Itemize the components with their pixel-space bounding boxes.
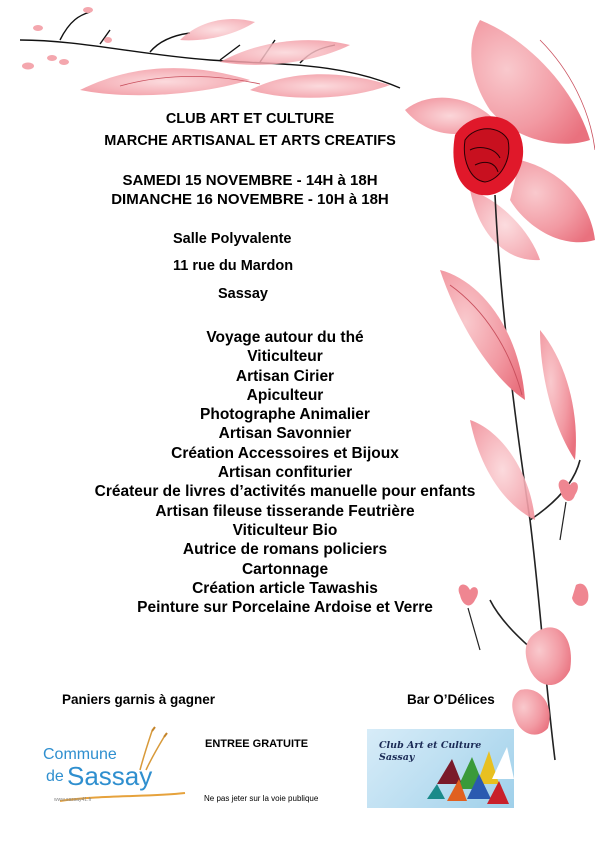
exhibitor-item: Artisan confiturier	[217, 464, 353, 482]
exhibitor-item: Photographe Animalier	[200, 406, 370, 424]
prize-text: Paniers garnis à gagner	[62, 692, 216, 707]
exhibitor-item: Cartonnage	[241, 560, 329, 578]
paper-cranes-icon	[367, 729, 514, 808]
entry-free: ENTREE GRATUITE	[205, 738, 309, 750]
commune-logo	[40, 725, 190, 810]
venue-hall: Salle Polyvalente	[173, 231, 292, 247]
exhibitor-item: Autrice de romans policiers	[182, 541, 388, 559]
date-saturday: SAMEDI 15 NOVEMBRE - 14H à 18H	[122, 172, 378, 189]
venue-street: 11 rue du Mardon	[173, 258, 294, 274]
club-logo-line2: Sassay	[379, 752, 415, 763]
exhibitor-item: Artisan Savonnier	[218, 425, 352, 443]
title-club: CLUB ART ET CULTURE	[165, 111, 335, 127]
bar-text: Bar O’Délices	[407, 692, 495, 707]
exhibitor-item: Création article Tawashis	[192, 579, 378, 597]
commune-word-1: Commune	[43, 746, 117, 763]
exhibitor-item: Création Accessoires et Bijoux	[171, 444, 399, 462]
top-branch-buds	[22, 7, 112, 70]
exhibitor-item: Créateur de livres d’activités manuelle pour enfants	[94, 483, 476, 501]
litter-notice: Ne pas jeter sur la voie publique	[204, 794, 319, 803]
exhibitor-item: Artisan fileuse tisserande Feutrière	[155, 502, 415, 520]
top-branch-petals	[80, 19, 390, 98]
exhibitor-item: Voyage autour du thé	[206, 329, 364, 346]
exhibitor-item: Peinture sur Porcelaine Ardoise et Verre	[137, 599, 433, 617]
venue-town: Sassay	[218, 286, 268, 302]
commune-url: www.sassay41.fr	[54, 797, 92, 803]
exhibitor-item: Viticulteur	[247, 348, 323, 366]
exhibitor-list	[0, 328, 570, 617]
commune-word-2: de	[46, 768, 64, 785]
club-logo	[367, 729, 514, 808]
exhibitor-item: Viticulteur Bio	[232, 521, 338, 539]
exhibitor-item: Artisan Cirier	[235, 367, 335, 385]
commune-word-3: Sassay	[67, 761, 153, 791]
club-logo-line1: Club Art et Culture	[379, 740, 482, 751]
exhibitor-item: Apiculteur	[246, 386, 324, 404]
date-sunday: DIMANCHE 16 NOVEMBRE - 10H à 18H	[111, 191, 389, 208]
title-market: MARCHE ARTISANAL ET ARTS CREATIFS	[104, 133, 396, 149]
